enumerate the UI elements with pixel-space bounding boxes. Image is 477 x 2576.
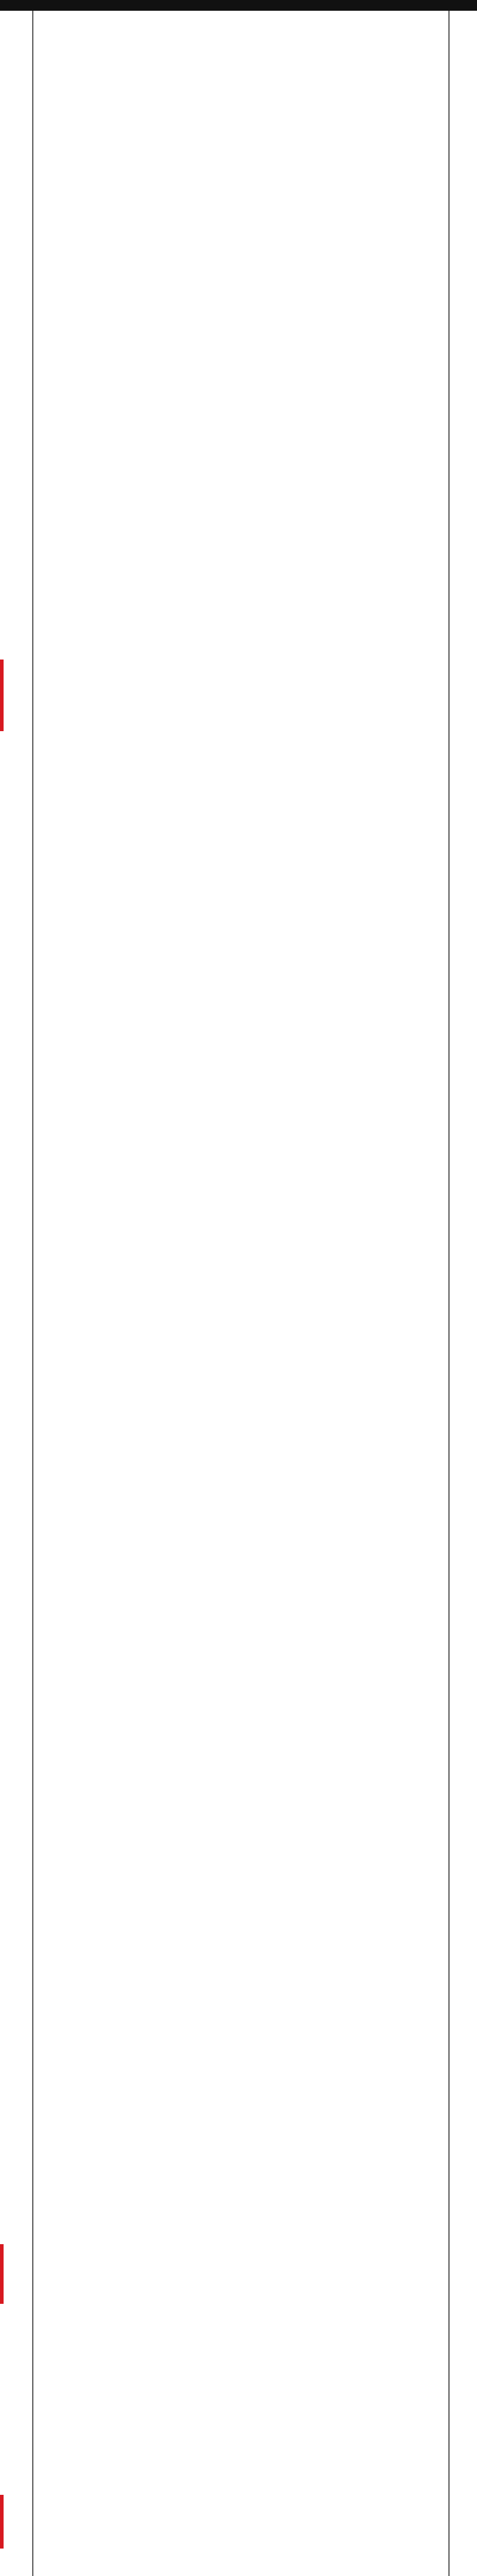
masthead-bar — [0, 0, 477, 11]
article-column — [32, 11, 450, 2576]
accent-marker — [0, 2495, 4, 2549]
accent-marker — [0, 2244, 4, 2304]
accent-marker — [0, 660, 4, 731]
